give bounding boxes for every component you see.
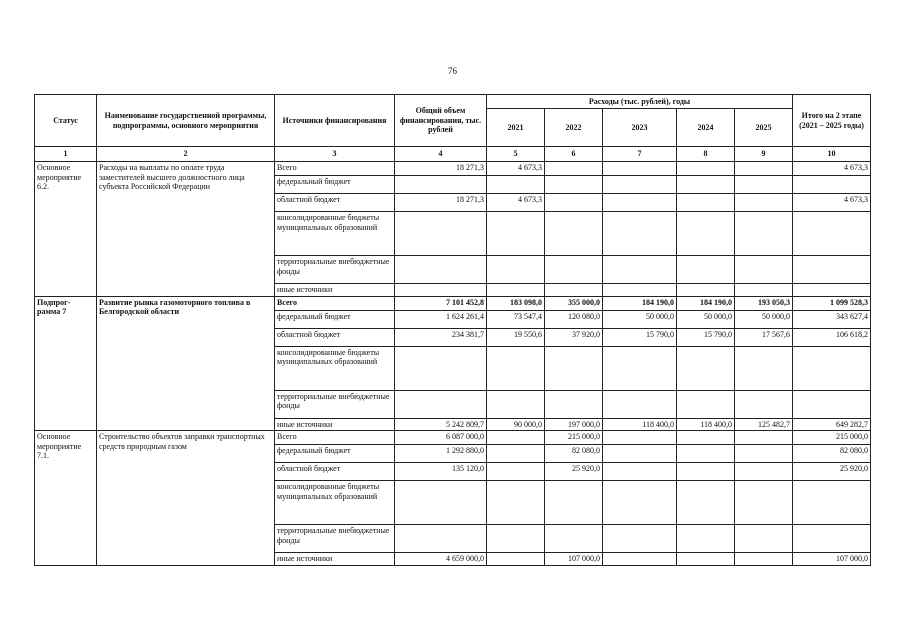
- year-cell: 50 000,0: [677, 310, 735, 328]
- year-cell: [545, 284, 603, 297]
- table-header: [35, 95, 871, 162]
- year-cell: [545, 390, 603, 418]
- year-cell: 183 098,0: [487, 296, 545, 310]
- itog-cell: [793, 284, 871, 297]
- year-cell: 193 050,3: [735, 296, 793, 310]
- total-cell: 234 381,7: [395, 328, 487, 346]
- year-cell: [677, 481, 735, 525]
- itog-cell: [793, 390, 871, 418]
- header-year: 2023: [603, 109, 677, 147]
- funding-source: федеральный бюджет: [275, 310, 395, 328]
- year-cell: [735, 553, 793, 566]
- year-cell: [735, 431, 793, 445]
- year-cell: 50 000,0: [603, 310, 677, 328]
- itog-cell: [793, 256, 871, 284]
- funding-source: федеральный бюджет: [275, 445, 395, 463]
- total-cell: [395, 481, 487, 525]
- year-cell: [677, 256, 735, 284]
- itog-cell: 1 099 528,3: [793, 296, 871, 310]
- year-cell: [677, 176, 735, 194]
- funding-source: консолидированные бюджеты муниципальных образований: [275, 212, 395, 256]
- col-number: 6: [545, 147, 603, 162]
- year-cell: 118 400,0: [603, 418, 677, 431]
- funding-source: территориальные внебюджетные фонды: [275, 256, 395, 284]
- funding-source: Всего: [275, 162, 395, 176]
- year-cell: [677, 346, 735, 390]
- section-title: Строительство объектов заправки транспортных средств природным газом: [97, 431, 275, 566]
- funding-source: областной бюджет: [275, 194, 395, 212]
- year-cell: [487, 431, 545, 445]
- year-cell: [603, 256, 677, 284]
- total-cell: 5 242 809,7: [395, 418, 487, 431]
- year-cell: [677, 162, 735, 176]
- year-cell: 184 190,0: [677, 296, 735, 310]
- year-cell: [487, 553, 545, 566]
- year-cell: 118 400,0: [677, 418, 735, 431]
- header-year: 2025: [735, 109, 793, 147]
- itog-cell: [793, 212, 871, 256]
- year-cell: 15 790,0: [677, 328, 735, 346]
- year-cell: [545, 256, 603, 284]
- col-number: 8: [677, 147, 735, 162]
- year-cell: 90 000,0: [487, 418, 545, 431]
- year-cell: [677, 553, 735, 566]
- itog-cell: 215 000,0: [793, 431, 871, 445]
- year-cell: [735, 176, 793, 194]
- year-cell: 73 547,4: [487, 310, 545, 328]
- year-cell: [603, 463, 677, 481]
- total-cell: [395, 176, 487, 194]
- funding-source: территориальные внебюджетные фонды: [275, 525, 395, 553]
- itog-cell: 4 673,3: [793, 162, 871, 176]
- year-cell: [677, 390, 735, 418]
- year-cell: [487, 445, 545, 463]
- year-cell: 355 000,0: [545, 296, 603, 310]
- year-cell: 184 190,0: [603, 296, 677, 310]
- year-cell: [735, 162, 793, 176]
- col-number: 3: [275, 147, 395, 162]
- year-cell: [603, 481, 677, 525]
- section-title: Развитие рынка газомоторного топлива в Белгородской области: [97, 296, 275, 431]
- total-cell: 7 101 452,8: [395, 296, 487, 310]
- page-number: 76: [448, 66, 457, 76]
- table-row: [35, 296, 871, 310]
- year-cell: [735, 525, 793, 553]
- total-cell: 1 292 880,0: [395, 445, 487, 463]
- table-row: [35, 431, 871, 445]
- table-body: [35, 162, 871, 566]
- col-number: 1: [35, 147, 97, 162]
- itog-cell: [793, 525, 871, 553]
- year-cell: [735, 212, 793, 256]
- year-cell: [735, 346, 793, 390]
- total-cell: 18 271,3: [395, 162, 487, 176]
- header-year: 2021: [487, 109, 545, 147]
- funding-source: консолидированные бюджеты муниципальных образований: [275, 481, 395, 525]
- funding-source: Всего: [275, 296, 395, 310]
- year-cell: 215 000,0: [545, 431, 603, 445]
- year-cell: 82 080,0: [545, 445, 603, 463]
- funding-source: консолидированные бюджеты муниципальных образований: [275, 346, 395, 390]
- year-cell: [545, 212, 603, 256]
- year-cell: [677, 445, 735, 463]
- year-cell: [603, 390, 677, 418]
- year-cell: [603, 346, 677, 390]
- total-cell: [395, 525, 487, 553]
- section-title: Расходы на выплаты по оплате труда заместителей высшего должностного лица субъекта Российской Федерации: [97, 162, 275, 297]
- funding-source: территориальные внебюджетные фонды: [275, 390, 395, 418]
- year-cell: [603, 431, 677, 445]
- year-cell: 4 673,3: [487, 194, 545, 212]
- itog-cell: 107 000,0: [793, 553, 871, 566]
- year-cell: 15 790,0: [603, 328, 677, 346]
- header-total: Общий объем финансирования, тыс. рублей: [395, 95, 487, 147]
- year-cell: 107 000,0: [545, 553, 603, 566]
- col-number: 9: [735, 147, 793, 162]
- total-cell: [395, 256, 487, 284]
- funding-source: областной бюджет: [275, 463, 395, 481]
- header-name: Наименование государственной программы, подпрограммы, основного мероприятия: [97, 95, 275, 147]
- financing-table: [34, 94, 871, 566]
- header-year: 2024: [677, 109, 735, 147]
- funding-source: иные источники: [275, 284, 395, 297]
- itog-cell: 4 673,3: [793, 194, 871, 212]
- year-cell: [677, 525, 735, 553]
- year-cell: [487, 525, 545, 553]
- year-cell: [735, 481, 793, 525]
- header-expenses: Расходы (тыс. рублей), годы: [487, 95, 793, 109]
- section-status: Подпрог- рамма 7: [35, 296, 97, 431]
- year-cell: 37 920,0: [545, 328, 603, 346]
- table-row: [35, 162, 871, 176]
- itog-cell: 343 627,4: [793, 310, 871, 328]
- total-cell: [395, 346, 487, 390]
- itog-cell: [793, 346, 871, 390]
- year-cell: [735, 463, 793, 481]
- year-cell: 197 000,0: [545, 418, 603, 431]
- year-cell: [735, 390, 793, 418]
- year-cell: [735, 445, 793, 463]
- itog-cell: [793, 481, 871, 525]
- year-cell: [677, 212, 735, 256]
- year-cell: [487, 463, 545, 481]
- year-cell: [677, 431, 735, 445]
- year-cell: [545, 176, 603, 194]
- year-cell: [487, 390, 545, 418]
- year-cell: [677, 194, 735, 212]
- itog-cell: 649 282,7: [793, 418, 871, 431]
- total-cell: 1 624 261,4: [395, 310, 487, 328]
- year-cell: [603, 212, 677, 256]
- year-cell: [545, 525, 603, 553]
- year-cell: [487, 256, 545, 284]
- year-cell: [487, 346, 545, 390]
- year-cell: [603, 553, 677, 566]
- total-cell: [395, 212, 487, 256]
- year-cell: [603, 445, 677, 463]
- col-number: 2: [97, 147, 275, 162]
- funding-source: иные источники: [275, 418, 395, 431]
- year-cell: [545, 481, 603, 525]
- year-cell: 17 567,6: [735, 328, 793, 346]
- year-cell: [487, 481, 545, 525]
- year-cell: [545, 162, 603, 176]
- year-cell: [603, 162, 677, 176]
- funding-source: областной бюджет: [275, 328, 395, 346]
- year-cell: [735, 256, 793, 284]
- year-cell: 120 080,0: [545, 310, 603, 328]
- year-cell: [487, 284, 545, 297]
- total-cell: 6 087 000,0: [395, 431, 487, 445]
- total-cell: [395, 390, 487, 418]
- header-sources: Источники финансирования: [275, 95, 395, 147]
- year-cell: [603, 194, 677, 212]
- year-cell: [545, 346, 603, 390]
- year-cell: 25 920,0: [545, 463, 603, 481]
- total-cell: 135 120,0: [395, 463, 487, 481]
- itog-cell: [793, 176, 871, 194]
- section-status: Основное мероприятие 6.2.: [35, 162, 97, 297]
- year-cell: [677, 463, 735, 481]
- funding-source: Всего: [275, 431, 395, 445]
- total-cell: 18 271,3: [395, 194, 487, 212]
- year-cell: [487, 176, 545, 194]
- total-cell: 4 659 000,0: [395, 553, 487, 566]
- year-cell: [487, 212, 545, 256]
- col-number: 4: [395, 147, 487, 162]
- year-cell: [603, 525, 677, 553]
- col-number: 7: [603, 147, 677, 162]
- year-cell: [735, 284, 793, 297]
- col-number: 5: [487, 147, 545, 162]
- year-cell: [603, 284, 677, 297]
- year-cell: [735, 194, 793, 212]
- year-cell: [603, 176, 677, 194]
- year-cell: [677, 284, 735, 297]
- header-status: Статус: [35, 95, 97, 147]
- header-itog: Итого на 2 этапе (2021 – 2025 годы): [793, 95, 871, 147]
- funding-source: федеральный бюджет: [275, 176, 395, 194]
- itog-cell: 25 920,0: [793, 463, 871, 481]
- year-cell: 4 673,3: [487, 162, 545, 176]
- col-number: 10: [793, 147, 871, 162]
- total-cell: [395, 284, 487, 297]
- year-cell: [545, 194, 603, 212]
- section-status: Основное мероприятие 7.1.: [35, 431, 97, 566]
- itog-cell: 106 618,2: [793, 328, 871, 346]
- year-cell: 125 482,7: [735, 418, 793, 431]
- itog-cell: 82 080,0: [793, 445, 871, 463]
- year-cell: 50 000,0: [735, 310, 793, 328]
- year-cell: 19 550,6: [487, 328, 545, 346]
- header-year: 2022: [545, 109, 603, 147]
- funding-source: иные источники: [275, 553, 395, 566]
